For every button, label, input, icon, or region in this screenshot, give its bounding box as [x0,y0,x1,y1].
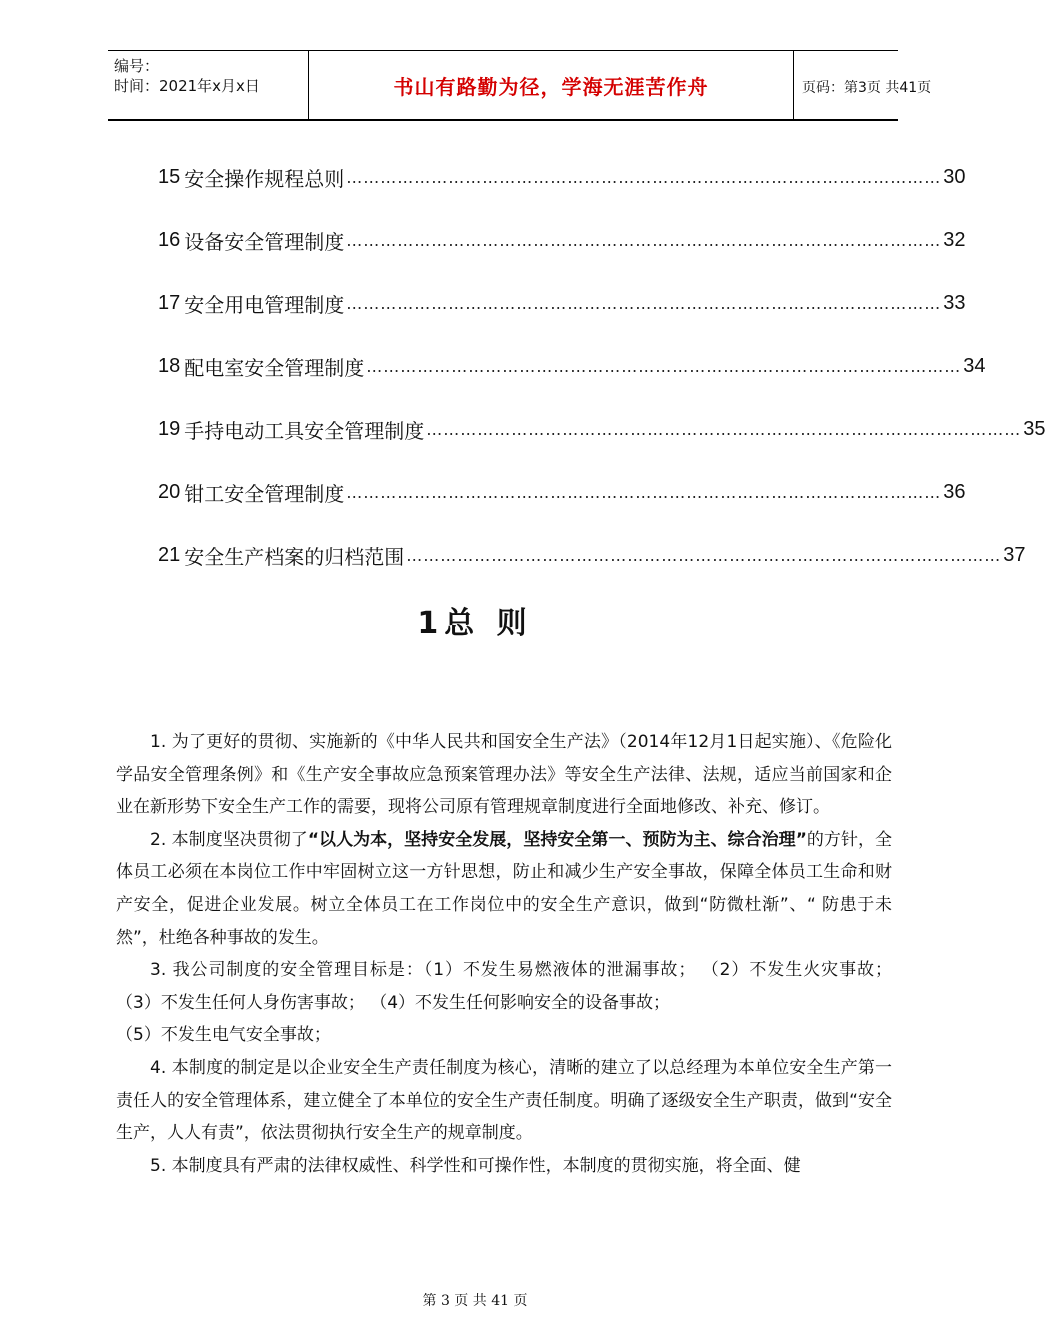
toc-leader-dots: …………………………………………………………………………………………… [346,482,942,502]
toc-entry-page: 34 [963,354,986,377]
toc-entry-page: 30 [943,165,966,188]
page-footer: 第 3 页 共 41 页 [422,1293,528,1309]
toc-leader-dots: …………………………………………………………………………………………… [346,167,942,187]
paragraph-1: 1. 为了更好的贯彻、实施新的《中华人民共和国安全生产法》（2014年12月1日起实施）、《危险化学品安全管理条例》和《生产安全事故应急预案管理办法》等安全生产法律、法规，适应当前国家和企业在新形势下安全生产工作的需要，现将公司原有管理规章制度进行全面地修改、补充、修订。 [116,732,892,818]
page-header [108,50,932,121]
toc-entry-number: 15 [158,165,181,188]
header-motto-cell [308,51,794,119]
toc-entry[interactable] [158,162,966,192]
toc-entry-title: 配电室安全管理制度 [184,355,365,380]
toc-entry-page: 37 [1003,543,1026,566]
toc-entry-title: 安全用电管理制度 [184,292,345,317]
toc-entry-number: 20 [158,480,181,503]
toc-entry-number: 21 [158,543,181,566]
document-time-label: 时间：2021年x月x日 [114,77,260,95]
toc-entry-title: 钳工安全管理制度 [184,481,345,506]
toc-entry[interactable] [158,351,986,381]
paragraph-3: 3. 我公司制度的安全管理目标是：（1）不发生易燃液体的泄漏事故； （2）不发生火灾事故； （3）不发生任何人身伤害事故； （4）不发生任何影响安全的设备事故； [116,960,892,1013]
toc-entry-number: 19 [158,417,181,440]
toc-leader-dots: …………………………………………………………………………………………… [346,230,942,250]
toc-entry[interactable] [158,414,1046,444]
header-page-cell [792,51,932,119]
toc-entry-number: 16 [158,228,181,251]
toc-entry-number: 18 [158,354,181,377]
header-meta-cell [108,51,308,119]
header-page-info: 页码：第3页 共41页 [802,80,932,96]
toc-entry-page: 33 [943,291,966,314]
paragraph-2-suffix: 的方针，全体员工必须在本岗位工作中牢固树立这一方针思想，防止和减少生产安全事故，保障全体员工生命和财产安全，促进企业发展。树立全体员工在工作岗位中的安全生产意识，做到“防微杜渐”、“ 防患于未然”，杜绝各种事故的发生。 [116,829,892,948]
paragraph-3-continued: （5）不发生电气安全事故； [116,1025,331,1046]
paragraph-5: 5. 本制度具有严肃的法律权威性、科学性和可操作性，本制度的贯彻实施，将全面、健 [150,1155,801,1176]
toc-entry-page: 36 [943,480,966,503]
chapter-title: 1总 则 [417,606,533,641]
toc-entry[interactable] [158,225,966,255]
body-text [116,726,892,1182]
paragraph-2-prefix: 2. 本制度坚决贯彻了 [150,829,308,850]
toc-entry-title: 设备安全管理制度 [184,229,345,254]
toc-entry[interactable] [158,477,966,507]
toc-leader-dots: …………………………………………………………………………………………… [346,293,942,313]
toc-entry[interactable] [158,540,1026,570]
paragraph-2-policy: “以人为本，坚持安全发展，坚持安全第一、预防为主、综合治理” [307,829,807,850]
toc-entry[interactable] [158,288,966,318]
toc-entry-page: 32 [943,228,966,251]
toc-leader-dots: …………………………………………………………………………………………… [406,545,1002,565]
paragraph-2 [116,824,892,954]
toc-entry-page: 35 [1023,417,1046,440]
toc-entry-number: 17 [158,291,181,314]
paragraph-4: 4. 本制度的制定是以企业安全生产责任制度为核心，清晰的建立了以总经理为本单位安全生产第一责任人的安全管理体系，建立健全了本单位的安全生产责任制度。明确了逐级安全生产职责，做到“安全生产，人人有责”，依法贯彻执行安全生产的规章制度。 [116,1057,892,1144]
document-number-label: 编号： [114,57,160,75]
toc-leader-dots: …………………………………………………………………………………………… [366,356,962,376]
toc-entry-title: 安全生产档案的归档范围 [184,544,405,569]
toc-leader-dots: …………………………………………………………………………………………… [426,419,1022,439]
header-motto: 书山有路勤为径，学海无涯苦作舟 [393,75,709,99]
toc-entry-title: 手持电动工具安全管理制度 [184,418,425,443]
toc-entry-title: 安全操作规程总则 [184,166,345,191]
